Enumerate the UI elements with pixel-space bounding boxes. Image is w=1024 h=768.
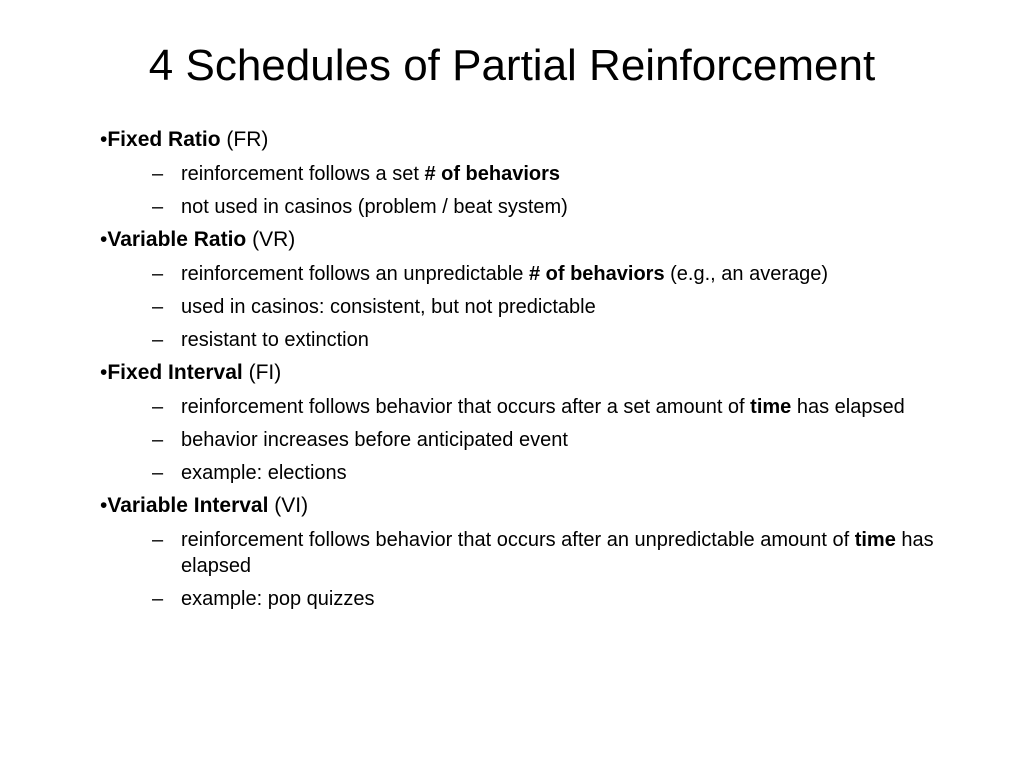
- bullet-abbreviation: (VR): [246, 228, 296, 251]
- emphasized-text: time: [750, 396, 792, 418]
- dash-marker-icon: –: [152, 163, 164, 185]
- bullet-list: [64, 120, 964, 612]
- dash-marker-icon: –: [152, 296, 164, 318]
- bullet-term: Variable Ratio: [107, 228, 247, 251]
- sub-bullet-text: has elapsed: [181, 529, 934, 577]
- bullet-term: Fixed Interval: [107, 361, 243, 384]
- dash-marker-icon: –: [152, 196, 164, 218]
- slide-title: 4 Schedules of Partial Reinforcement: [148, 41, 876, 90]
- bullet-line: [100, 491, 964, 520]
- sub-bullet-item: [100, 327, 964, 353]
- bullet-term: Fixed Ratio: [107, 128, 221, 151]
- bullet-abbreviation: (VI): [268, 494, 309, 517]
- sub-bullet-item: [100, 161, 964, 187]
- bullet-abbreviation: (FI): [242, 361, 282, 384]
- sub-bullet-item: [100, 460, 964, 486]
- sub-bullet-item: [100, 527, 964, 579]
- bullet-line: [100, 125, 964, 154]
- sub-bullet-text: reinforcement follows behavior that occurs after an unpredictable amount of: [181, 529, 855, 551]
- dash-marker-icon: –: [152, 263, 164, 285]
- emphasized-text: # of behaviors: [528, 263, 665, 285]
- sub-bullet-text: resistant to extinction: [181, 329, 369, 351]
- sub-bullet-list: [100, 261, 964, 353]
- sub-bullet-text: reinforcement follows an unpredictable: [181, 263, 529, 285]
- sub-bullet-list: [100, 394, 964, 486]
- sub-bullet-text: not used in casinos (problem / beat system): [181, 196, 568, 218]
- bullet-item: [64, 125, 964, 220]
- dash-marker-icon: –: [152, 396, 164, 418]
- bullet-marker-icon: •: [100, 228, 108, 251]
- dash-marker-icon: –: [152, 462, 164, 484]
- sub-bullet-item: [100, 586, 964, 612]
- dash-marker-icon: –: [152, 429, 164, 451]
- dash-marker-icon: –: [152, 529, 164, 551]
- sub-bullet-text: example: pop quizzes: [181, 588, 375, 610]
- sub-bullet-item: [100, 394, 964, 420]
- sub-bullet-item: [100, 427, 964, 453]
- dash-marker-icon: –: [152, 588, 164, 610]
- sub-bullet-text: used in casinos: consistent, but not predictable: [181, 296, 596, 318]
- bullet-marker-icon: •: [100, 128, 108, 151]
- sub-bullet-text: reinforcement follows a set: [181, 163, 425, 185]
- sub-bullet-item: [100, 261, 964, 287]
- bullet-line: [100, 358, 964, 387]
- sub-bullet-item: [100, 294, 964, 320]
- sub-bullet-list: [100, 161, 964, 220]
- dash-marker-icon: –: [152, 329, 164, 351]
- emphasized-text: # of behaviors: [424, 163, 561, 185]
- sub-bullet-text: (e.g., an average): [664, 263, 829, 285]
- sub-bullet-list: [100, 527, 964, 612]
- bullet-marker-icon: •: [100, 494, 108, 517]
- bullet-marker-icon: •: [100, 361, 108, 384]
- sub-bullet-item: [100, 194, 964, 220]
- sub-bullet-text: reinforcement follows behavior that occurs after a set amount of: [181, 396, 751, 418]
- bullet-abbreviation: (FR): [220, 128, 269, 151]
- bullet-line: [100, 225, 964, 254]
- sub-bullet-text: behavior increases before anticipated event: [181, 429, 568, 451]
- bullet-item: [64, 225, 964, 353]
- sub-bullet-text: example: elections: [181, 462, 347, 484]
- sub-bullet-text: has elapsed: [791, 396, 905, 418]
- bullet-term: Variable Interval: [107, 494, 269, 517]
- bullet-item: [64, 491, 964, 612]
- bullet-item: [64, 358, 964, 486]
- emphasized-text: time: [854, 529, 896, 551]
